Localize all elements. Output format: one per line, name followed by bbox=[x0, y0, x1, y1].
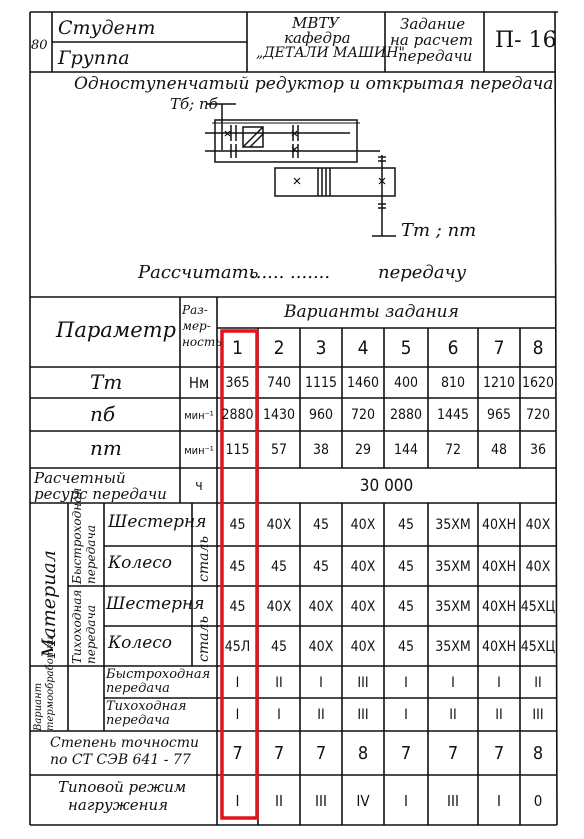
material-cell: 45 bbox=[397, 598, 415, 615]
task-code: П- 16 bbox=[495, 28, 557, 53]
value-cell: 960 bbox=[308, 407, 334, 423]
student-label: Студент bbox=[58, 17, 156, 39]
material-cell: 40Х bbox=[350, 517, 376, 533]
task-line-3: передачи bbox=[398, 47, 473, 65]
material-cell: 45 bbox=[229, 517, 246, 533]
value-cell: 29 bbox=[354, 442, 372, 458]
task-line-1: Задание bbox=[400, 15, 466, 33]
material-cell: 40ХН bbox=[481, 598, 517, 615]
accuracy-cell: 7 bbox=[232, 743, 243, 764]
material-cell: 40Х bbox=[525, 558, 551, 575]
variant-number-7: 7 bbox=[493, 337, 505, 359]
slow-wheel-label: Колесо bbox=[108, 633, 173, 653]
variant-number-8: 8 bbox=[532, 337, 544, 359]
load-label-2: нагружения bbox=[68, 796, 169, 814]
resource-value: 30 000 bbox=[359, 476, 414, 496]
value-cell: 1430 bbox=[262, 407, 296, 423]
variant-label: Вариант термообработки bbox=[33, 636, 56, 731]
load-cell: I bbox=[404, 791, 408, 810]
load-cell: III bbox=[447, 791, 459, 810]
material-cell: 40Х bbox=[308, 598, 334, 615]
value-cell: 1460 bbox=[346, 375, 380, 391]
material-cell: 45ХЦ bbox=[520, 638, 556, 655]
page-number: 80 bbox=[31, 38, 48, 53]
material-cell: 45 bbox=[397, 517, 415, 533]
org-line-1: МВТУ bbox=[292, 14, 340, 32]
load-cell: I bbox=[497, 791, 501, 810]
ht-slow-cell: II bbox=[495, 707, 503, 723]
fast-pair-label: Быстроходная передача bbox=[70, 487, 98, 584]
ht-fast-cell: III bbox=[357, 674, 369, 691]
ht-slow-cell: I bbox=[277, 707, 281, 723]
ht-fast-label: Быстроходная передача bbox=[106, 667, 211, 696]
accuracy-cell: 7 bbox=[273, 743, 285, 764]
material-cell: 45ХЦ bbox=[520, 598, 556, 615]
calc-prefix: Рассчитать bbox=[138, 262, 259, 283]
material-cell: 45 bbox=[312, 517, 330, 533]
org-line-3: „ДЕТАЛИ МАШИН" bbox=[256, 45, 405, 61]
ht-fast-cell: I bbox=[404, 674, 408, 691]
material-cell: 45 bbox=[270, 638, 288, 655]
param-n-slow: nт bbox=[90, 436, 122, 460]
value-cell: 72 bbox=[444, 442, 462, 458]
material-cell: 40Х bbox=[350, 598, 376, 615]
material-cell: 45 bbox=[312, 558, 330, 575]
value-cell: 400 bbox=[393, 375, 419, 391]
accuracy-label-2: по СТ СЭВ 641 - 77 bbox=[50, 752, 191, 768]
material-cell: 35ХМ bbox=[435, 638, 471, 655]
value-cell: 1445 bbox=[436, 407, 470, 423]
ht-slow-cell: I bbox=[235, 707, 240, 723]
value-cell: 720 bbox=[350, 407, 376, 423]
document-title: Одноступенчатый редуктор и открытая передача bbox=[74, 74, 554, 94]
value-cell: 115 bbox=[225, 442, 250, 458]
variant-number-1: 1 bbox=[232, 337, 243, 359]
accuracy-cell: 8 bbox=[357, 743, 369, 764]
material-cell: 40Х bbox=[525, 517, 551, 533]
fast-gear-label: Шестерня bbox=[108, 512, 207, 532]
accuracy-cell: 7 bbox=[493, 743, 505, 764]
input-shaft-label: Тб; nб bbox=[170, 95, 218, 113]
load-label-1: Типовой режим bbox=[58, 778, 187, 796]
value-cell: 48 bbox=[490, 442, 508, 458]
resource-label-2: ресурс передачи bbox=[34, 485, 167, 503]
param-n-fast: nб bbox=[90, 402, 116, 426]
ht-fast-cell: I bbox=[451, 674, 455, 691]
task-line-2: на расчет bbox=[390, 31, 473, 49]
ht-fast-cell: II bbox=[275, 674, 283, 691]
calc-suffix: передачу bbox=[378, 262, 467, 283]
ht-slow-cell: III bbox=[532, 707, 544, 723]
variant-number-2: 2 bbox=[273, 337, 285, 359]
value-cell: 38 bbox=[312, 442, 330, 458]
ht-fast-cell: I bbox=[235, 674, 240, 691]
variant-number-6: 6 bbox=[447, 337, 459, 359]
fast-wheel-label: Колесо bbox=[108, 553, 173, 573]
material-cell: 45 bbox=[270, 558, 288, 575]
value-cell: 36 bbox=[529, 442, 547, 458]
calc-dots: ...... ....... bbox=[250, 262, 331, 283]
slow-gear-label: Шестерня bbox=[106, 594, 205, 614]
value-cell: 1620 bbox=[521, 375, 555, 391]
output-shaft-label: Тт ; nт bbox=[401, 220, 477, 241]
org-line-2: кафедра bbox=[284, 29, 351, 47]
ht-fast-cell: I bbox=[497, 674, 501, 691]
load-cell: IV bbox=[356, 791, 370, 810]
variant-number-5: 5 bbox=[400, 337, 412, 359]
variants-header: Варианты задания bbox=[284, 302, 459, 322]
material-label: Материал bbox=[38, 550, 60, 658]
value-cell: 2880 bbox=[221, 407, 254, 423]
unit-n-slow: мин⁻¹ bbox=[184, 443, 214, 457]
load-cell: II bbox=[275, 791, 283, 810]
material-cell: 45 bbox=[397, 638, 415, 655]
value-cell: 965 bbox=[486, 407, 512, 423]
material-unit-2: сталь bbox=[196, 616, 212, 662]
material-cell: 40ХН bbox=[481, 558, 517, 575]
accuracy-label-1: Степень точности bbox=[50, 735, 200, 751]
value-cell: 1210 bbox=[482, 375, 516, 391]
resource-label-1: Расчетный bbox=[34, 469, 126, 487]
unit-header: Раз- мер- ность bbox=[182, 303, 222, 349]
group-label: Группа bbox=[58, 47, 130, 69]
param-header: Параметр bbox=[56, 318, 176, 342]
material-cell: 40Х bbox=[350, 558, 376, 575]
material-cell: 45 bbox=[397, 558, 415, 575]
variant-number-4: 4 bbox=[357, 337, 369, 359]
accuracy-cell: 8 bbox=[532, 743, 544, 764]
material-cell: 40Х bbox=[350, 638, 376, 655]
material-cell: 40Х bbox=[266, 517, 292, 533]
material-cell: 45 bbox=[229, 558, 246, 575]
ht-slow-label: Тихоходная передача bbox=[106, 699, 187, 728]
material-cell: 35ХМ bbox=[435, 517, 471, 533]
material-unit-1: сталь bbox=[196, 536, 212, 582]
kinematic-diagram bbox=[205, 104, 396, 236]
slow-pair-label: Тихоходная передача bbox=[70, 589, 98, 664]
material-cell: 40ХН bbox=[481, 517, 517, 533]
param-torque: Тт bbox=[90, 370, 123, 394]
load-cell: 0 bbox=[533, 791, 543, 810]
value-cell: 810 bbox=[440, 375, 466, 391]
ht-slow-cell: III bbox=[357, 707, 369, 723]
ht-slow-cell: I bbox=[404, 707, 408, 723]
resource-unit: ч bbox=[195, 478, 203, 494]
material-cell: 35ХМ bbox=[435, 558, 471, 575]
material-cell: 45 bbox=[229, 598, 246, 615]
value-cell: 740 bbox=[266, 375, 292, 391]
unit-torque: Нм bbox=[188, 374, 210, 392]
value-cell: 720 bbox=[525, 407, 551, 423]
unit-n-fast: мин⁻¹ bbox=[184, 408, 214, 422]
ht-fast-cell: II bbox=[534, 674, 542, 691]
variant-number-3: 3 bbox=[315, 337, 327, 359]
load-cell: I bbox=[235, 791, 240, 810]
material-cell: 35ХМ bbox=[435, 598, 471, 615]
material-cell: 40Х bbox=[266, 598, 292, 615]
value-cell: 144 bbox=[393, 442, 419, 458]
load-cell: III bbox=[315, 791, 327, 810]
accuracy-cell: 7 bbox=[400, 743, 412, 764]
material-cell: 45Л bbox=[224, 638, 251, 655]
material-cell: 40Х bbox=[308, 638, 334, 655]
value-cell: 365 bbox=[225, 375, 250, 391]
value-cell: 1115 bbox=[304, 375, 338, 391]
ht-slow-cell: II bbox=[317, 707, 325, 723]
ht-fast-cell: I bbox=[319, 674, 323, 691]
accuracy-cell: 7 bbox=[447, 743, 459, 764]
accuracy-cell: 7 bbox=[315, 743, 327, 764]
value-cell: 2880 bbox=[389, 407, 423, 423]
value-cell: 57 bbox=[270, 442, 288, 458]
material-cell: 40ХН bbox=[481, 638, 517, 655]
ht-slow-cell: II bbox=[449, 707, 457, 723]
